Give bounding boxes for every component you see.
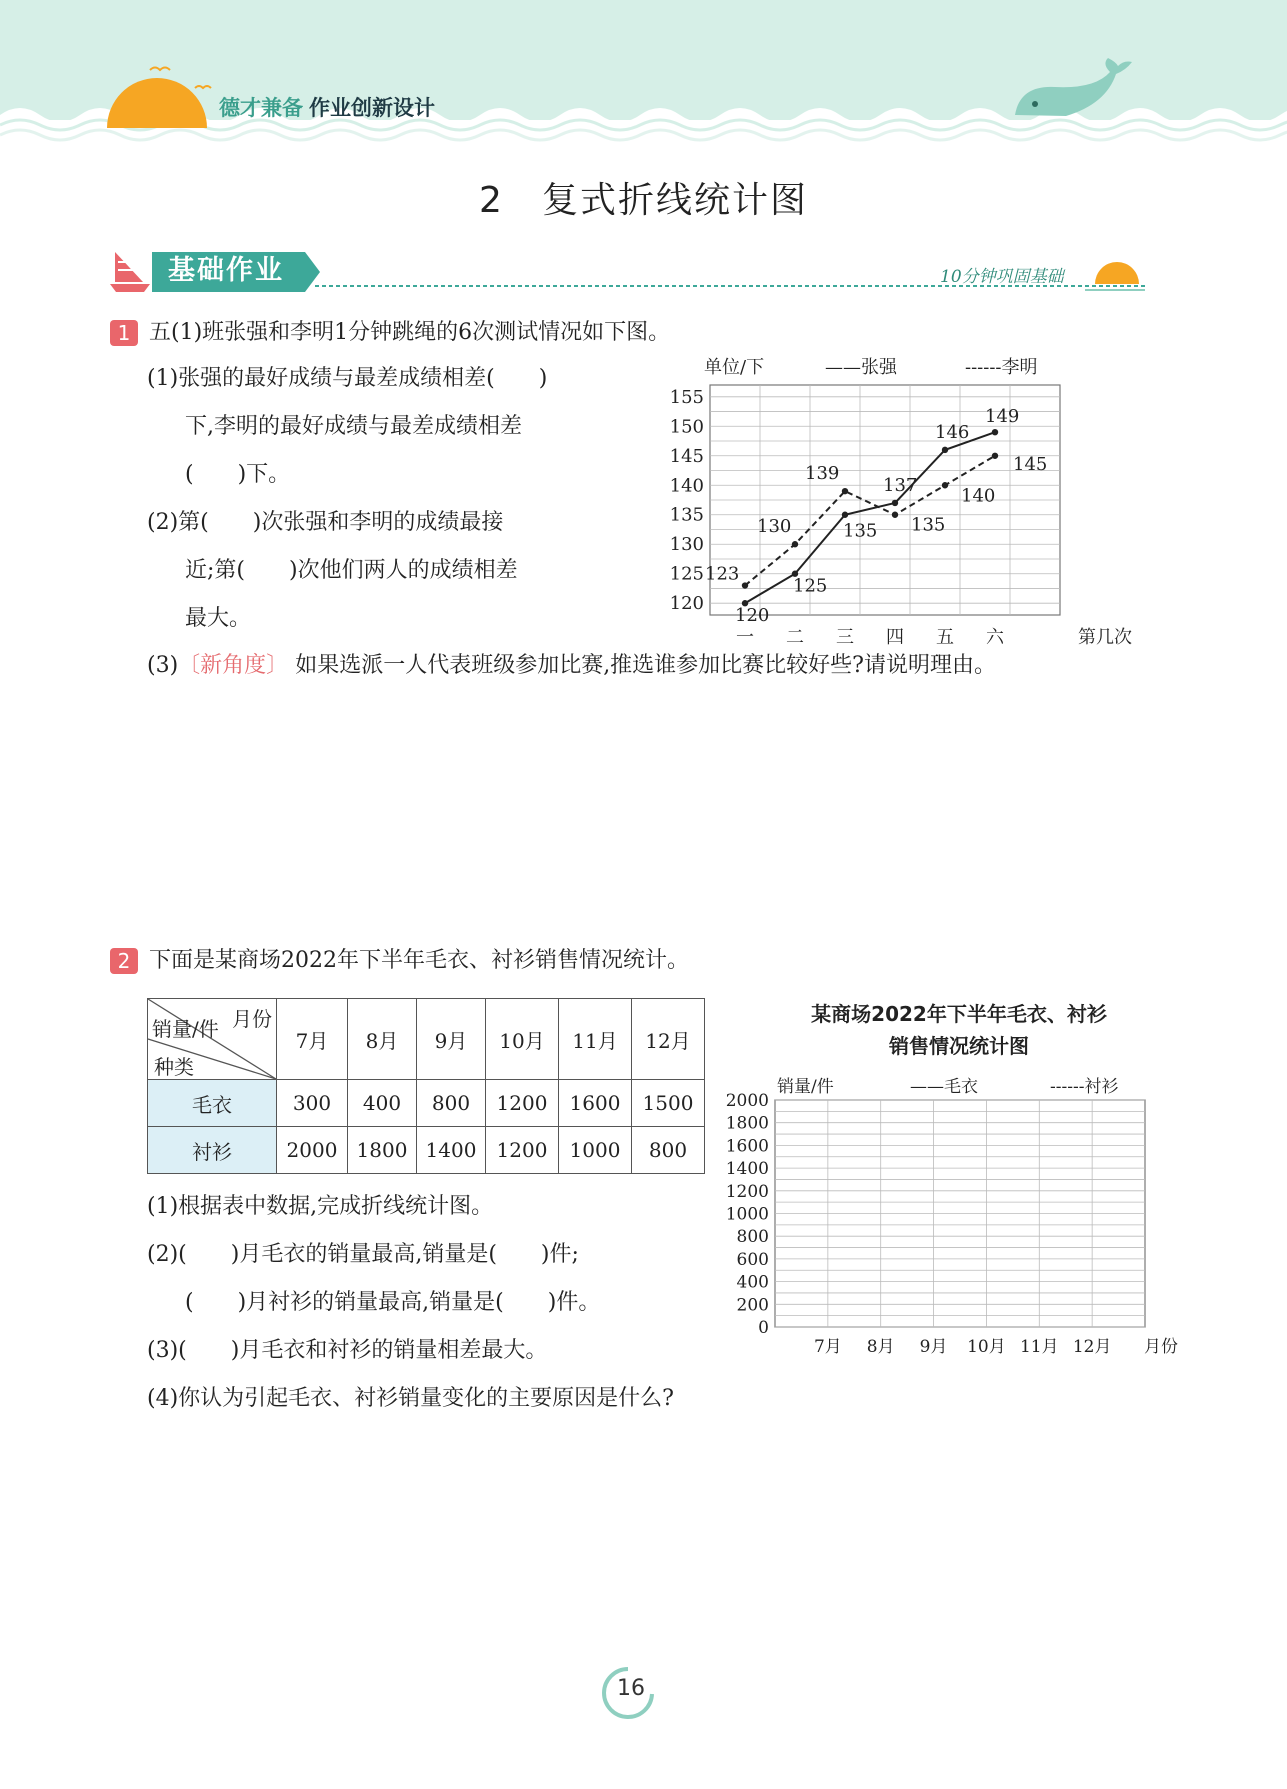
q1-part1-line2: 下,李明的最好成绩与最差成绩相差	[185, 414, 522, 439]
q2-part3: (3)( )月毛衣和衬衫的销量相差最大。	[147, 1338, 548, 1363]
data-point	[842, 488, 848, 494]
y-tick-label: 200	[736, 1295, 769, 1316]
table-cell: 1500	[632, 1080, 705, 1127]
q2-part2-line2: ( )月衬衫的销量最高,销量是( )件。	[185, 1290, 601, 1315]
table-cell: 1200	[486, 1080, 559, 1127]
y-tick-label: 2000	[725, 1091, 769, 1111]
q2-part1: (1)根据表中数据,完成折线统计图。	[147, 1194, 494, 1219]
table-row	[148, 1080, 705, 1127]
sailboat-icon	[110, 252, 150, 292]
y-tick-label: 800	[736, 1227, 769, 1248]
data-label: 145	[1013, 453, 1048, 475]
row-label: 毛衣	[148, 1080, 277, 1127]
y-tick-label: 1000	[725, 1204, 769, 1225]
data-point	[742, 582, 748, 588]
x-tick-label: 10月	[967, 1337, 1006, 1357]
y-tick-label: 1200	[725, 1181, 769, 1202]
data-label: 120	[735, 605, 770, 627]
section-label: 基础作业	[168, 255, 284, 286]
q1-part2-line1: (2)第( )次张强和李明的成绩最接	[147, 510, 504, 535]
table-cell: 1000	[559, 1127, 632, 1174]
x-tick-label: 7月	[813, 1337, 842, 1357]
y-tick-label: 400	[736, 1272, 769, 1293]
y-tick-label: 120	[669, 593, 704, 615]
table-header: 12月	[632, 999, 705, 1080]
jump-rope-chart	[660, 345, 1132, 650]
y-tick-label: 150	[669, 416, 704, 438]
new-angle-tag: 〔新角度〕	[178, 653, 289, 678]
y-tick-label: 0	[758, 1318, 769, 1338]
table-cell: 1200	[486, 1127, 559, 1174]
data-label: 135	[911, 514, 946, 536]
data-point	[892, 500, 898, 506]
corner-kind: 种类	[154, 1055, 194, 1079]
data-point	[942, 447, 948, 453]
x-tick-label: 8月	[866, 1337, 895, 1357]
table-cell: 300	[277, 1080, 348, 1127]
data-point	[942, 482, 948, 488]
x-axis-label: 第几次	[1078, 627, 1132, 648]
data-point	[842, 512, 848, 518]
table-header: 8月	[348, 999, 417, 1080]
x-axis-label: 月份	[1144, 1337, 1178, 1357]
y-tick-label: 1400	[725, 1159, 769, 1180]
y-tick-label: 130	[669, 534, 704, 556]
legend-dashed: ------李明	[965, 357, 1038, 378]
question-number: 1	[110, 320, 138, 346]
table-header: 7月	[277, 999, 348, 1080]
y-axis-label: 单位/下	[704, 357, 765, 378]
data-label: 137	[883, 474, 918, 496]
y-tick-label: 145	[669, 445, 704, 467]
table-header: 11月	[559, 999, 632, 1080]
page-number: 16	[617, 1676, 645, 1701]
q1-part3: (3)〔新角度〕 如果选派一人代表班级参加比赛,推选谁参加比赛比较好些?请说明理由。	[147, 653, 996, 678]
question-number: 2	[110, 948, 138, 974]
sales-blank-chart	[715, 1062, 1178, 1362]
data-point	[992, 453, 998, 459]
chart-title-line2: 销售情况统计图	[889, 1034, 1029, 1058]
table-row	[148, 1127, 705, 1174]
data-label: 125	[793, 575, 828, 597]
y-tick-label: 1600	[725, 1136, 769, 1157]
data-label: 123	[705, 563, 740, 585]
x-tick-label: 二	[786, 627, 804, 648]
table-cell: 2000	[277, 1127, 348, 1174]
q2-part2-line1: (2)( )月毛衣的销量最高,销量是( )件;	[147, 1242, 579, 1267]
table-cell: 800	[632, 1127, 705, 1174]
corner-month: 月份	[232, 1007, 272, 1031]
q1-part1-line1: (1)张强的最好成绩与最差成绩相差( )	[147, 366, 548, 391]
table-cell: 1400	[417, 1127, 486, 1174]
y-tick-label: 140	[669, 475, 704, 497]
q1-part1-line3: ( )下。	[185, 462, 291, 487]
data-label: 149	[985, 406, 1020, 428]
data-point	[992, 429, 998, 435]
legend-dashed: ------衬衫	[1050, 1077, 1119, 1097]
table-header: 10月	[486, 999, 559, 1080]
x-tick-label: 六	[986, 627, 1004, 648]
y-axis-label: 销量/件	[777, 1077, 834, 1097]
q2-part4: (4)你认为引起毛衣、衬衫销量变化的主要原因是什么?	[147, 1386, 674, 1411]
x-tick-label: 五	[936, 627, 954, 648]
chart-title-line1: 某商场2022年下半年毛衣、衬衫	[811, 1002, 1107, 1026]
data-point	[892, 512, 898, 518]
x-tick-label: 一	[736, 627, 754, 648]
x-tick-label: 三	[836, 627, 854, 648]
corner-sales: 销量/件	[152, 1017, 219, 1041]
page-title: 2 复式折线统计图	[479, 180, 808, 221]
data-label: 140	[961, 485, 996, 507]
table-cell: 1600	[559, 1080, 632, 1127]
q1-part2-line2: 近;第( )次他们两人的成绩相差	[185, 558, 518, 583]
table-corner-cell	[148, 999, 277, 1080]
question-intro: 五(1)班张强和李明1分钟跳绳的6次测试情况如下图。	[149, 320, 671, 345]
y-tick-label: 125	[669, 563, 704, 585]
sales-table	[147, 998, 705, 1174]
table-cell: 400	[348, 1080, 417, 1127]
data-point	[792, 541, 798, 547]
x-tick-label: 11月	[1019, 1337, 1059, 1357]
x-tick-label: 12月	[1072, 1337, 1112, 1357]
legend-solid: ——毛衣	[910, 1077, 978, 1097]
brand: 德才兼备 作业创新设计	[219, 96, 435, 120]
table-header: 9月	[417, 999, 486, 1080]
question-intro: 下面是某商场2022年下半年毛衣、衬衫销售情况统计。	[149, 948, 689, 973]
y-tick-label: 135	[669, 504, 704, 526]
table-cell: 800	[417, 1080, 486, 1127]
data-label: 139	[805, 463, 840, 485]
legend-solid: ——张强	[825, 357, 897, 378]
y-tick-label: 1800	[725, 1113, 769, 1134]
data-label: 146	[935, 421, 970, 443]
x-tick-label: 四	[886, 627, 904, 648]
row-label: 衬衫	[148, 1127, 277, 1174]
data-label: 135	[843, 520, 878, 542]
data-label: 130	[757, 516, 792, 538]
header-banner	[0, 0, 1287, 160]
q1-part2-line3: 最大。	[185, 606, 252, 631]
y-tick-label: 600	[736, 1249, 769, 1270]
y-tick-label: 155	[669, 386, 704, 408]
x-tick-label: 9月	[919, 1337, 948, 1357]
table-cell: 1800	[348, 1127, 417, 1174]
section-subtitle: 10分钟巩固基础	[940, 267, 1064, 287]
